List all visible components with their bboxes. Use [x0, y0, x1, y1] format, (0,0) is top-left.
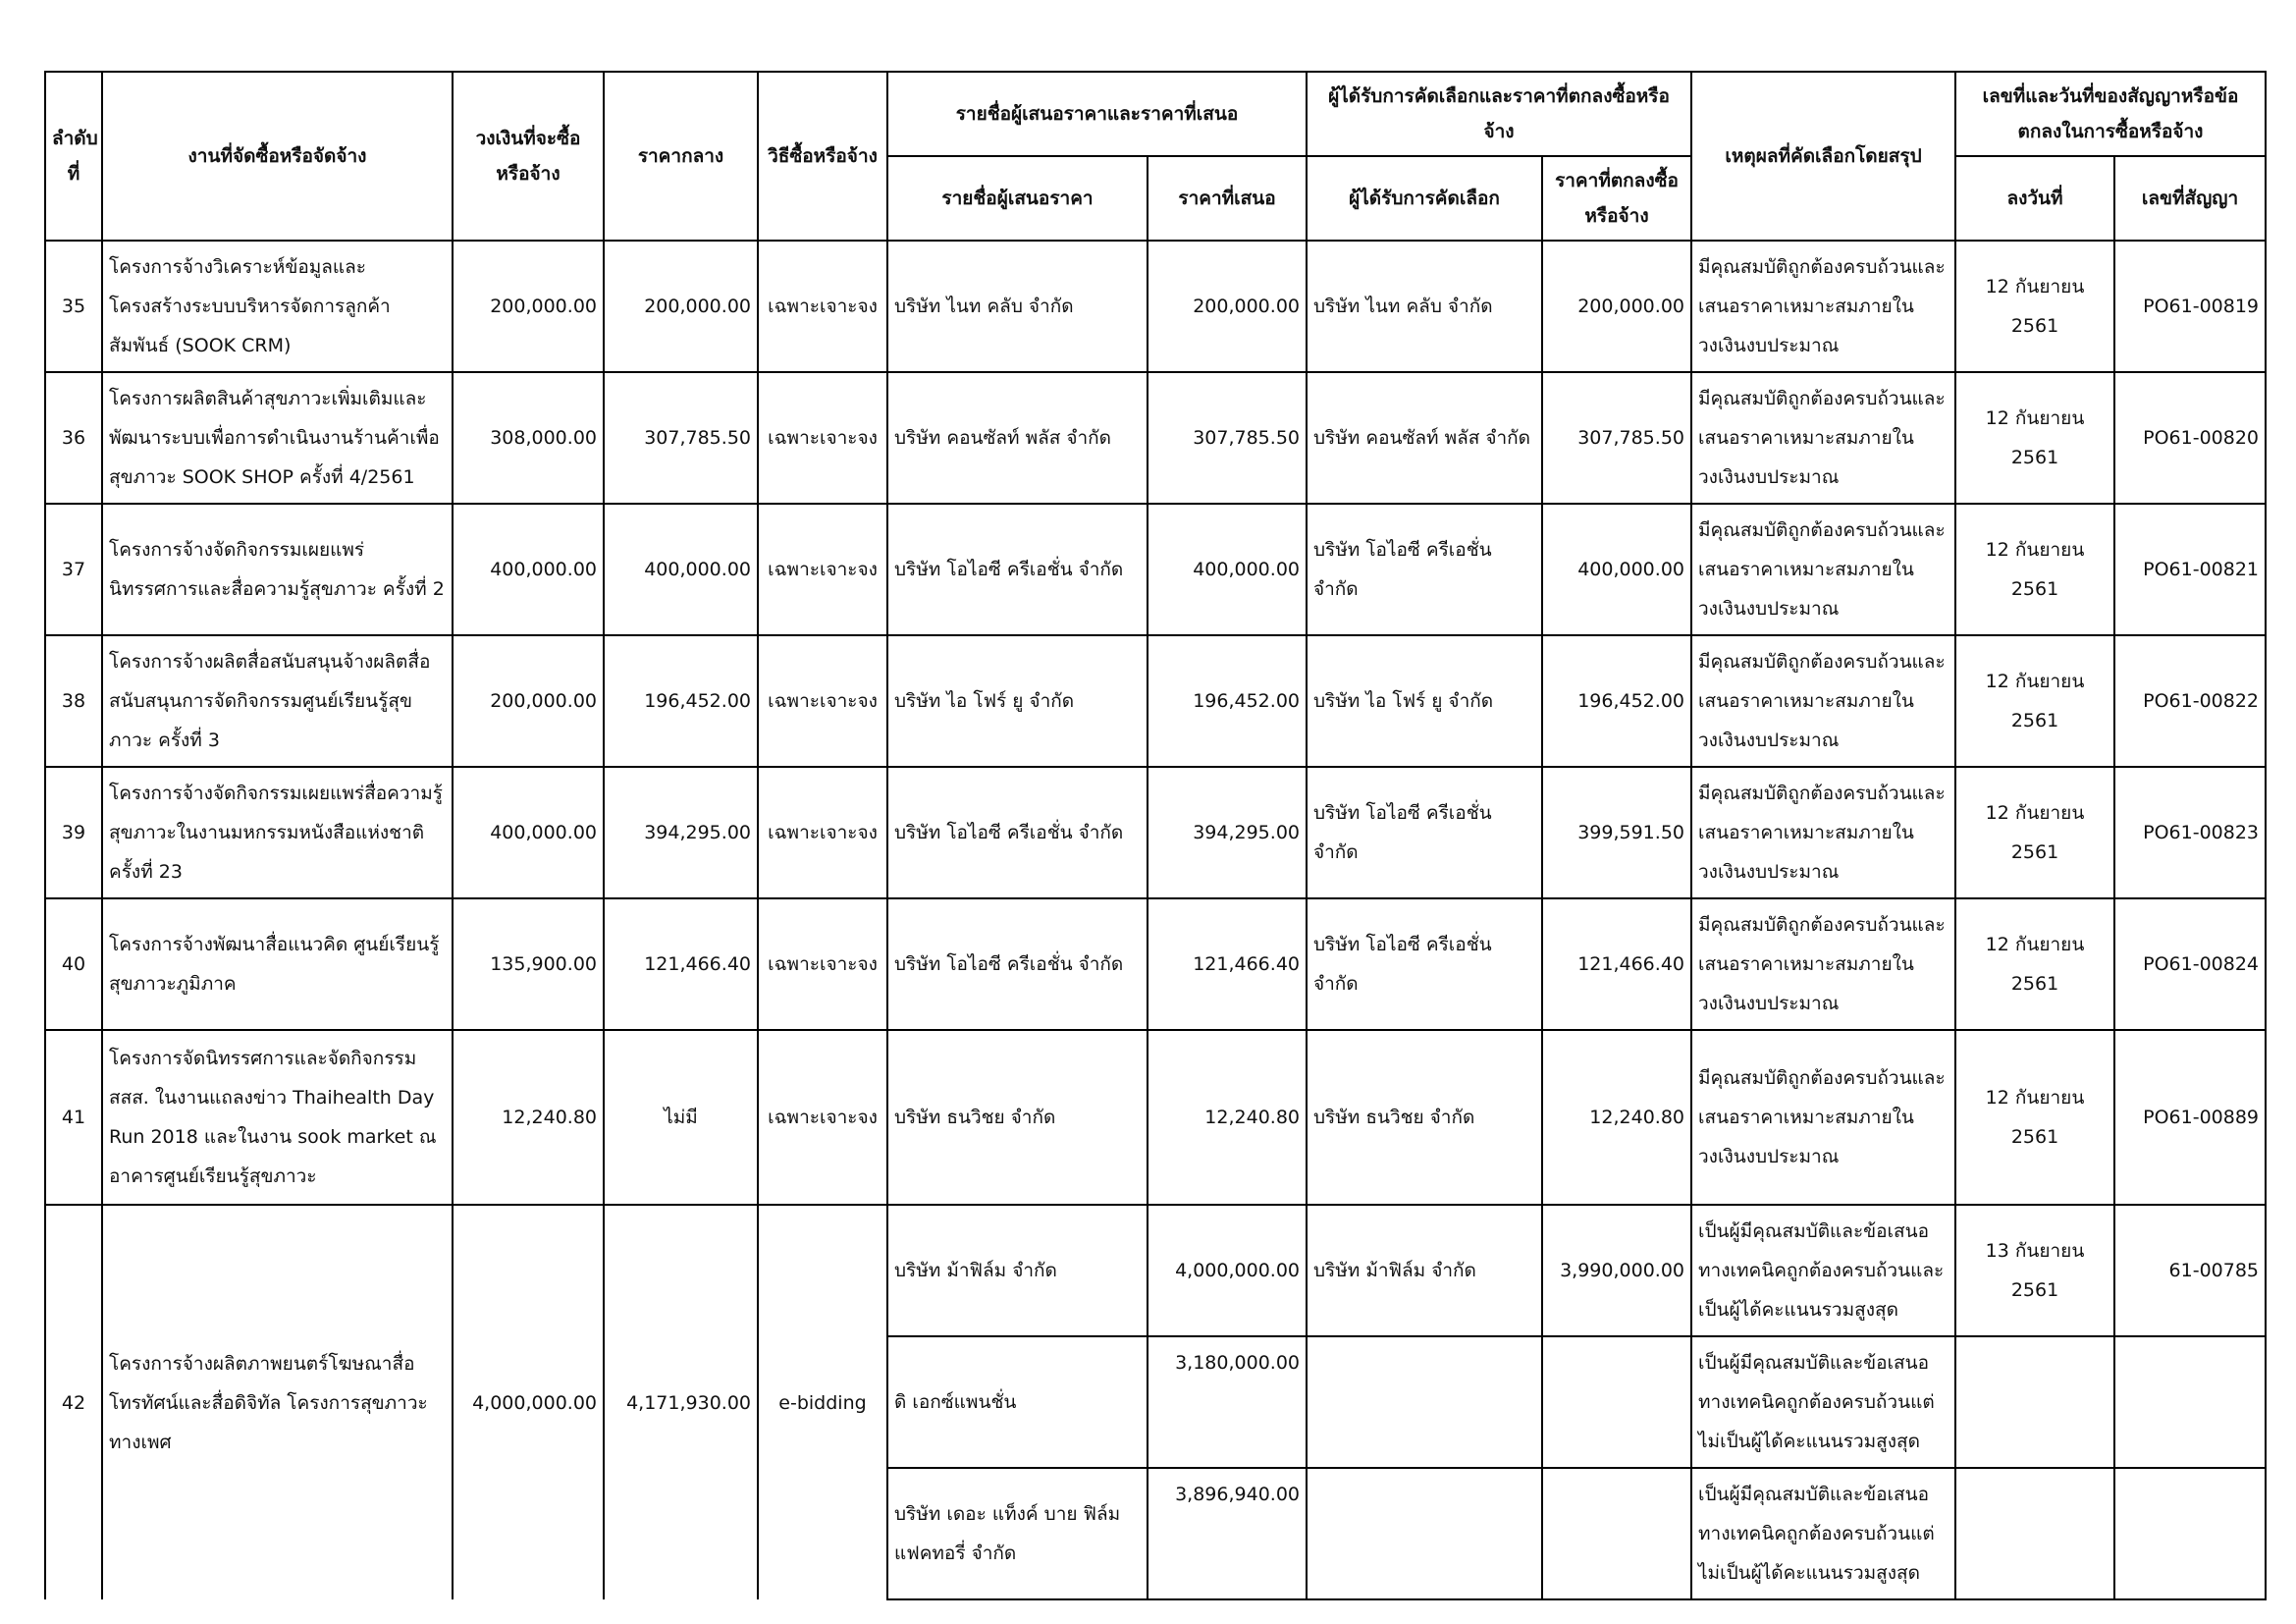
header-date: ลงวันที่ [1955, 156, 2114, 241]
agreed-price: 196,452.00 [1542, 635, 1691, 767]
task-description: โครงการจ้างจัดกิจกรรมเผยแพร่นิทรรศการและสื่อความรู้สุขภาวะ ครั้งที่ 2 [102, 504, 453, 635]
budget-amount: 200,000.00 [453, 635, 604, 767]
bidder-name: บริษัท ม้าฟิล์ม จำกัด [887, 1205, 1148, 1336]
contract-date: 12 กันยายน 2561 [1955, 635, 2114, 767]
selection-reason: มีคุณสมบัติถูกต้องครบถ้วนและเสนอราคาเหมาะสมภายในวงเงินงบประมาณ [1691, 767, 1955, 898]
bid-price: 4,000,000.00 [1148, 1205, 1307, 1336]
bidder-name: บริษัท โอไอซี ครีเอชั่น จำกัด [887, 767, 1148, 898]
table-row [45, 504, 2266, 635]
bidder-name: บริษัท ไอ โฟร์ ยู จำกัด [887, 635, 1148, 767]
selection-reason: มีคุณสมบัติถูกต้องครบถ้วนและเสนอราคาเหมาะสมภายในวงเงินงบประมาณ [1691, 635, 1955, 767]
header-selected-name: ผู้ได้รับการคัดเลือก [1307, 156, 1542, 241]
budget-amount: 400,000.00 [453, 504, 604, 635]
contract-date: 12 กันยายน 2561 [1955, 504, 2114, 635]
median-price: 4,171,930.00 [604, 1205, 758, 1599]
selection-reason: เป็นผู้มีคุณสมบัติและข้อเสนอทางเทคนิคถูกต้องครบถ้วนแต่ไม่เป็นผู้ได้คะแนนรวมสูงสุด [1691, 1336, 1955, 1468]
selection-reason: มีคุณสมบัติถูกต้องครบถ้วนและเสนอราคาเหมาะสมภายในวงเงินงบประมาณ [1691, 1030, 1955, 1205]
header-contract-no: เลขที่สัญญา [2114, 156, 2266, 241]
median-price: 394,295.00 [604, 767, 758, 898]
row-number: 36 [45, 372, 102, 504]
agreed-price: 121,466.40 [1542, 898, 1691, 1030]
contract-date: 12 กันยายน 2561 [1955, 372, 2114, 504]
selected-name [1307, 1468, 1542, 1599]
contract-date [1955, 1336, 2114, 1468]
table-row [45, 241, 2266, 372]
budget-amount: 4,000,000.00 [453, 1205, 604, 1599]
bidder-name: ดิ เอกซ์แพนชั่น [887, 1336, 1148, 1468]
task-description: โครงการจัดนิทรรศการและจัดกิจกรรม สสส. ในงานแถลงข่าว Thaihealth Day Run 2018 และในงาน sook market ณ อาคารศูนย์เรียนรู้สุขภาวะ [102, 1030, 453, 1205]
header-median-price: ราคากลาง [604, 72, 758, 241]
procurement-method: เฉพาะเจาะจง [758, 241, 887, 372]
row-number: 38 [45, 635, 102, 767]
contract-date: 12 กันยายน 2561 [1955, 767, 2114, 898]
agreed-price: 200,000.00 [1542, 241, 1691, 372]
header-bidders-group: รายชื่อผู้เสนอราคาและราคาที่เสนอ [887, 72, 1307, 156]
header-contract-group: เลขที่และวันที่ของสัญญาหรือข้อตกลงในการซื้อหรือจ้าง [1955, 72, 2266, 156]
selection-reason: มีคุณสมบัติถูกต้องครบถ้วนและเสนอราคาเหมาะสมภายในวงเงินงบประมาณ [1691, 241, 1955, 372]
header-selected-group: ผู้ได้รับการคัดเลือกและราคาที่ตกลงซื้อหรือจ้าง [1307, 72, 1691, 156]
task-description: โครงการจ้างจัดกิจกรรมเผยแพร่สื่อความรู้สุขภาวะในงานมหกรรมหนังสือแห่งชาติ ครั้งที่ 23 [102, 767, 453, 898]
median-price: 400,000.00 [604, 504, 758, 635]
budget-amount: 200,000.00 [453, 241, 604, 372]
selected-name: บริษัท ม้าฟิล์ม จำกัด [1307, 1205, 1542, 1336]
procurement-method: เฉพาะเจาะจง [758, 898, 887, 1030]
contract-date: 13 กันยายน 2561 [1955, 1205, 2114, 1336]
bidder-name: บริษัท ไนท คลับ จำกัด [887, 241, 1148, 372]
bidder-name: บริษัท ธนวิชย จำกัด [887, 1030, 1148, 1205]
selection-reason: เป็นผู้มีคุณสมบัติและข้อเสนอทางเทคนิคถูกต้องครบถ้วนแต่ไม่เป็นผู้ได้คะแนนรวมสูงสุด [1691, 1468, 1955, 1599]
budget-amount: 12,240.80 [453, 1030, 604, 1205]
table-row [45, 767, 2266, 898]
bidder-name: บริษัท โอไอซี ครีเอชั่น จำกัด [887, 504, 1148, 635]
table-row [45, 1030, 2266, 1205]
bid-price: 394,295.00 [1148, 767, 1307, 898]
task-description: โครงการจ้างวิเคราะห์ข้อมูลและโครงสร้างระบบบริหารจัดการลูกค้าสัมพันธ์ (SOOK CRM) [102, 241, 453, 372]
agreed-price: 307,785.50 [1542, 372, 1691, 504]
contract-number: PO61-00822 [2114, 635, 2266, 767]
contract-date: 12 กันยายน 2561 [1955, 898, 2114, 1030]
header-bid-price: ราคาที่เสนอ [1148, 156, 1307, 241]
bid-price: 400,000.00 [1148, 504, 1307, 635]
selected-name: บริษัท โอไอซี ครีเอชั่น จำกัด [1307, 898, 1542, 1030]
agreed-price: 3,990,000.00 [1542, 1205, 1691, 1336]
row-number: 42 [45, 1205, 102, 1599]
selection-reason: มีคุณสมบัติถูกต้องครบถ้วนและเสนอราคาเหมาะสมภายในวงเงินงบประมาณ [1691, 898, 1955, 1030]
procurement-method: เฉพาะเจาะจง [758, 372, 887, 504]
bidder-name: บริษัท เดอะ แท็งค์ บาย ฟิล์ม แฟคทอรี่ จำกัด [887, 1468, 1148, 1599]
budget-amount: 308,000.00 [453, 372, 604, 504]
table-row [45, 372, 2266, 504]
agreed-price [1542, 1336, 1691, 1468]
contract-number: 61-00785 [2114, 1205, 2266, 1336]
table-row [45, 1205, 2266, 1336]
header-order: ลำดับที่ [45, 72, 102, 241]
median-price: 196,452.00 [604, 635, 758, 767]
procurement-method: เฉพาะเจาะจง [758, 635, 887, 767]
contract-number [2114, 1468, 2266, 1599]
header-budget: วงเงินที่จะซื้อหรือจ้าง [453, 72, 604, 241]
selection-reason: เป็นผู้มีคุณสมบัติและข้อเสนอทางเทคนิคถูกต้องครบถ้วนและเป็นผู้ได้คะแนนรวมสูงสุด [1691, 1205, 1955, 1336]
header-reason: เหตุผลที่คัดเลือกโดยสรุป [1691, 72, 1955, 241]
agreed-price: 399,591.50 [1542, 767, 1691, 898]
row-number: 40 [45, 898, 102, 1030]
procurement-method: e-bidding [758, 1205, 887, 1599]
bid-price: 3,896,940.00 [1148, 1468, 1307, 1599]
budget-amount: 135,900.00 [453, 898, 604, 1030]
procurement-method: เฉพาะเจาะจง [758, 1030, 887, 1205]
selected-name: บริษัท ธนวิชย จำกัด [1307, 1030, 1542, 1205]
task-description: โครงการจ้างผลิตสื่อสนับสนุนจ้างผลิตสื่อสนับสนุนการจัดกิจกรรมศูนย์เรียนรู้สุขภาวะ ครั้งที่ 3 [102, 635, 453, 767]
bid-price: 307,785.50 [1148, 372, 1307, 504]
median-price: 307,785.50 [604, 372, 758, 504]
contract-number: PO61-00819 [2114, 241, 2266, 372]
median-price: 121,466.40 [604, 898, 758, 1030]
bid-price: 196,452.00 [1148, 635, 1307, 767]
contract-number: PO61-00889 [2114, 1030, 2266, 1205]
agreed-price: 12,240.80 [1542, 1030, 1691, 1205]
selected-name: บริษัท โอไอซี ครีเอชั่น จำกัด [1307, 504, 1542, 635]
contract-date [1955, 1468, 2114, 1599]
selection-reason: มีคุณสมบัติถูกต้องครบถ้วนและเสนอราคาเหมาะสมภายในวงเงินงบประมาณ [1691, 504, 1955, 635]
agreed-price: 400,000.00 [1542, 504, 1691, 635]
bidder-name: บริษัท โอไอซี ครีเอชั่น จำกัด [887, 898, 1148, 1030]
contract-date: 12 กันยายน 2561 [1955, 1030, 2114, 1205]
contract-number: PO61-00821 [2114, 504, 2266, 635]
task-description: โครงการจ้างผลิตภาพยนตร์โฆษณาสื่อโทรทัศน์และสื่อดิจิทัล โครงการสุขภาวะทางเพศ [102, 1205, 453, 1599]
contract-number: PO61-00823 [2114, 767, 2266, 898]
budget-amount: 400,000.00 [453, 767, 604, 898]
bid-price: 12,240.80 [1148, 1030, 1307, 1205]
task-description: โครงการผลิตสินค้าสุขภาวะเพิ่มเติมและพัฒนาระบบเพื่อการดำเนินงานร้านค้าเพื่อสุขภาวะ SOOK SHOP ครั้งที่ 4/2561 [102, 372, 453, 504]
contract-number: PO61-00820 [2114, 372, 2266, 504]
bid-price: 121,466.40 [1148, 898, 1307, 1030]
selected-name: บริษัท โอไอซี ครีเอชั่น จำกัด [1307, 767, 1542, 898]
bidder-name: บริษัท คอนซัลท์ พลัส จำกัด [887, 372, 1148, 504]
row-number: 39 [45, 767, 102, 898]
bid-price: 3,180,000.00 [1148, 1336, 1307, 1468]
header-task: งานที่จัดซื้อหรือจัดจ้าง [102, 72, 453, 241]
row-number: 41 [45, 1030, 102, 1205]
row-number: 37 [45, 504, 102, 635]
selected-name: บริษัท ไนท คลับ จำกัด [1307, 241, 1542, 372]
procurement-method: เฉพาะเจาะจง [758, 504, 887, 635]
contract-number: PO61-00824 [2114, 898, 2266, 1030]
row-number: 35 [45, 241, 102, 372]
median-price: 200,000.00 [604, 241, 758, 372]
task-description: โครงการจ้างพัฒนาสื่อแนวคิด ศูนย์เรียนรู้สุขภาวะภูมิภาค [102, 898, 453, 1030]
header-bidder-name: รายชื่อผู้เสนอราคา [887, 156, 1148, 241]
table-body [45, 241, 2266, 1599]
table-header [45, 72, 2266, 241]
contract-number [2114, 1336, 2266, 1468]
procurement-table [44, 71, 2267, 1600]
selected-name: บริษัท คอนซัลท์ พลัส จำกัด [1307, 372, 1542, 504]
median-price: ไม่มี [604, 1030, 758, 1205]
contract-date: 12 กันยายน 2561 [1955, 241, 2114, 372]
selected-name: บริษัท ไอ โฟร์ ยู จำกัด [1307, 635, 1542, 767]
selected-name [1307, 1336, 1542, 1468]
header-agreed-price: ราคาที่ตกลงซื้อหรือจ้าง [1542, 156, 1691, 241]
table-row [45, 635, 2266, 767]
agreed-price [1542, 1468, 1691, 1599]
table-row [45, 898, 2266, 1030]
selection-reason: มีคุณสมบัติถูกต้องครบถ้วนและเสนอราคาเหมาะสมภายในวงเงินงบประมาณ [1691, 372, 1955, 504]
procurement-method: เฉพาะเจาะจง [758, 767, 887, 898]
bid-price: 200,000.00 [1148, 241, 1307, 372]
header-method: วิธีซื้อหรือจ้าง [758, 72, 887, 241]
